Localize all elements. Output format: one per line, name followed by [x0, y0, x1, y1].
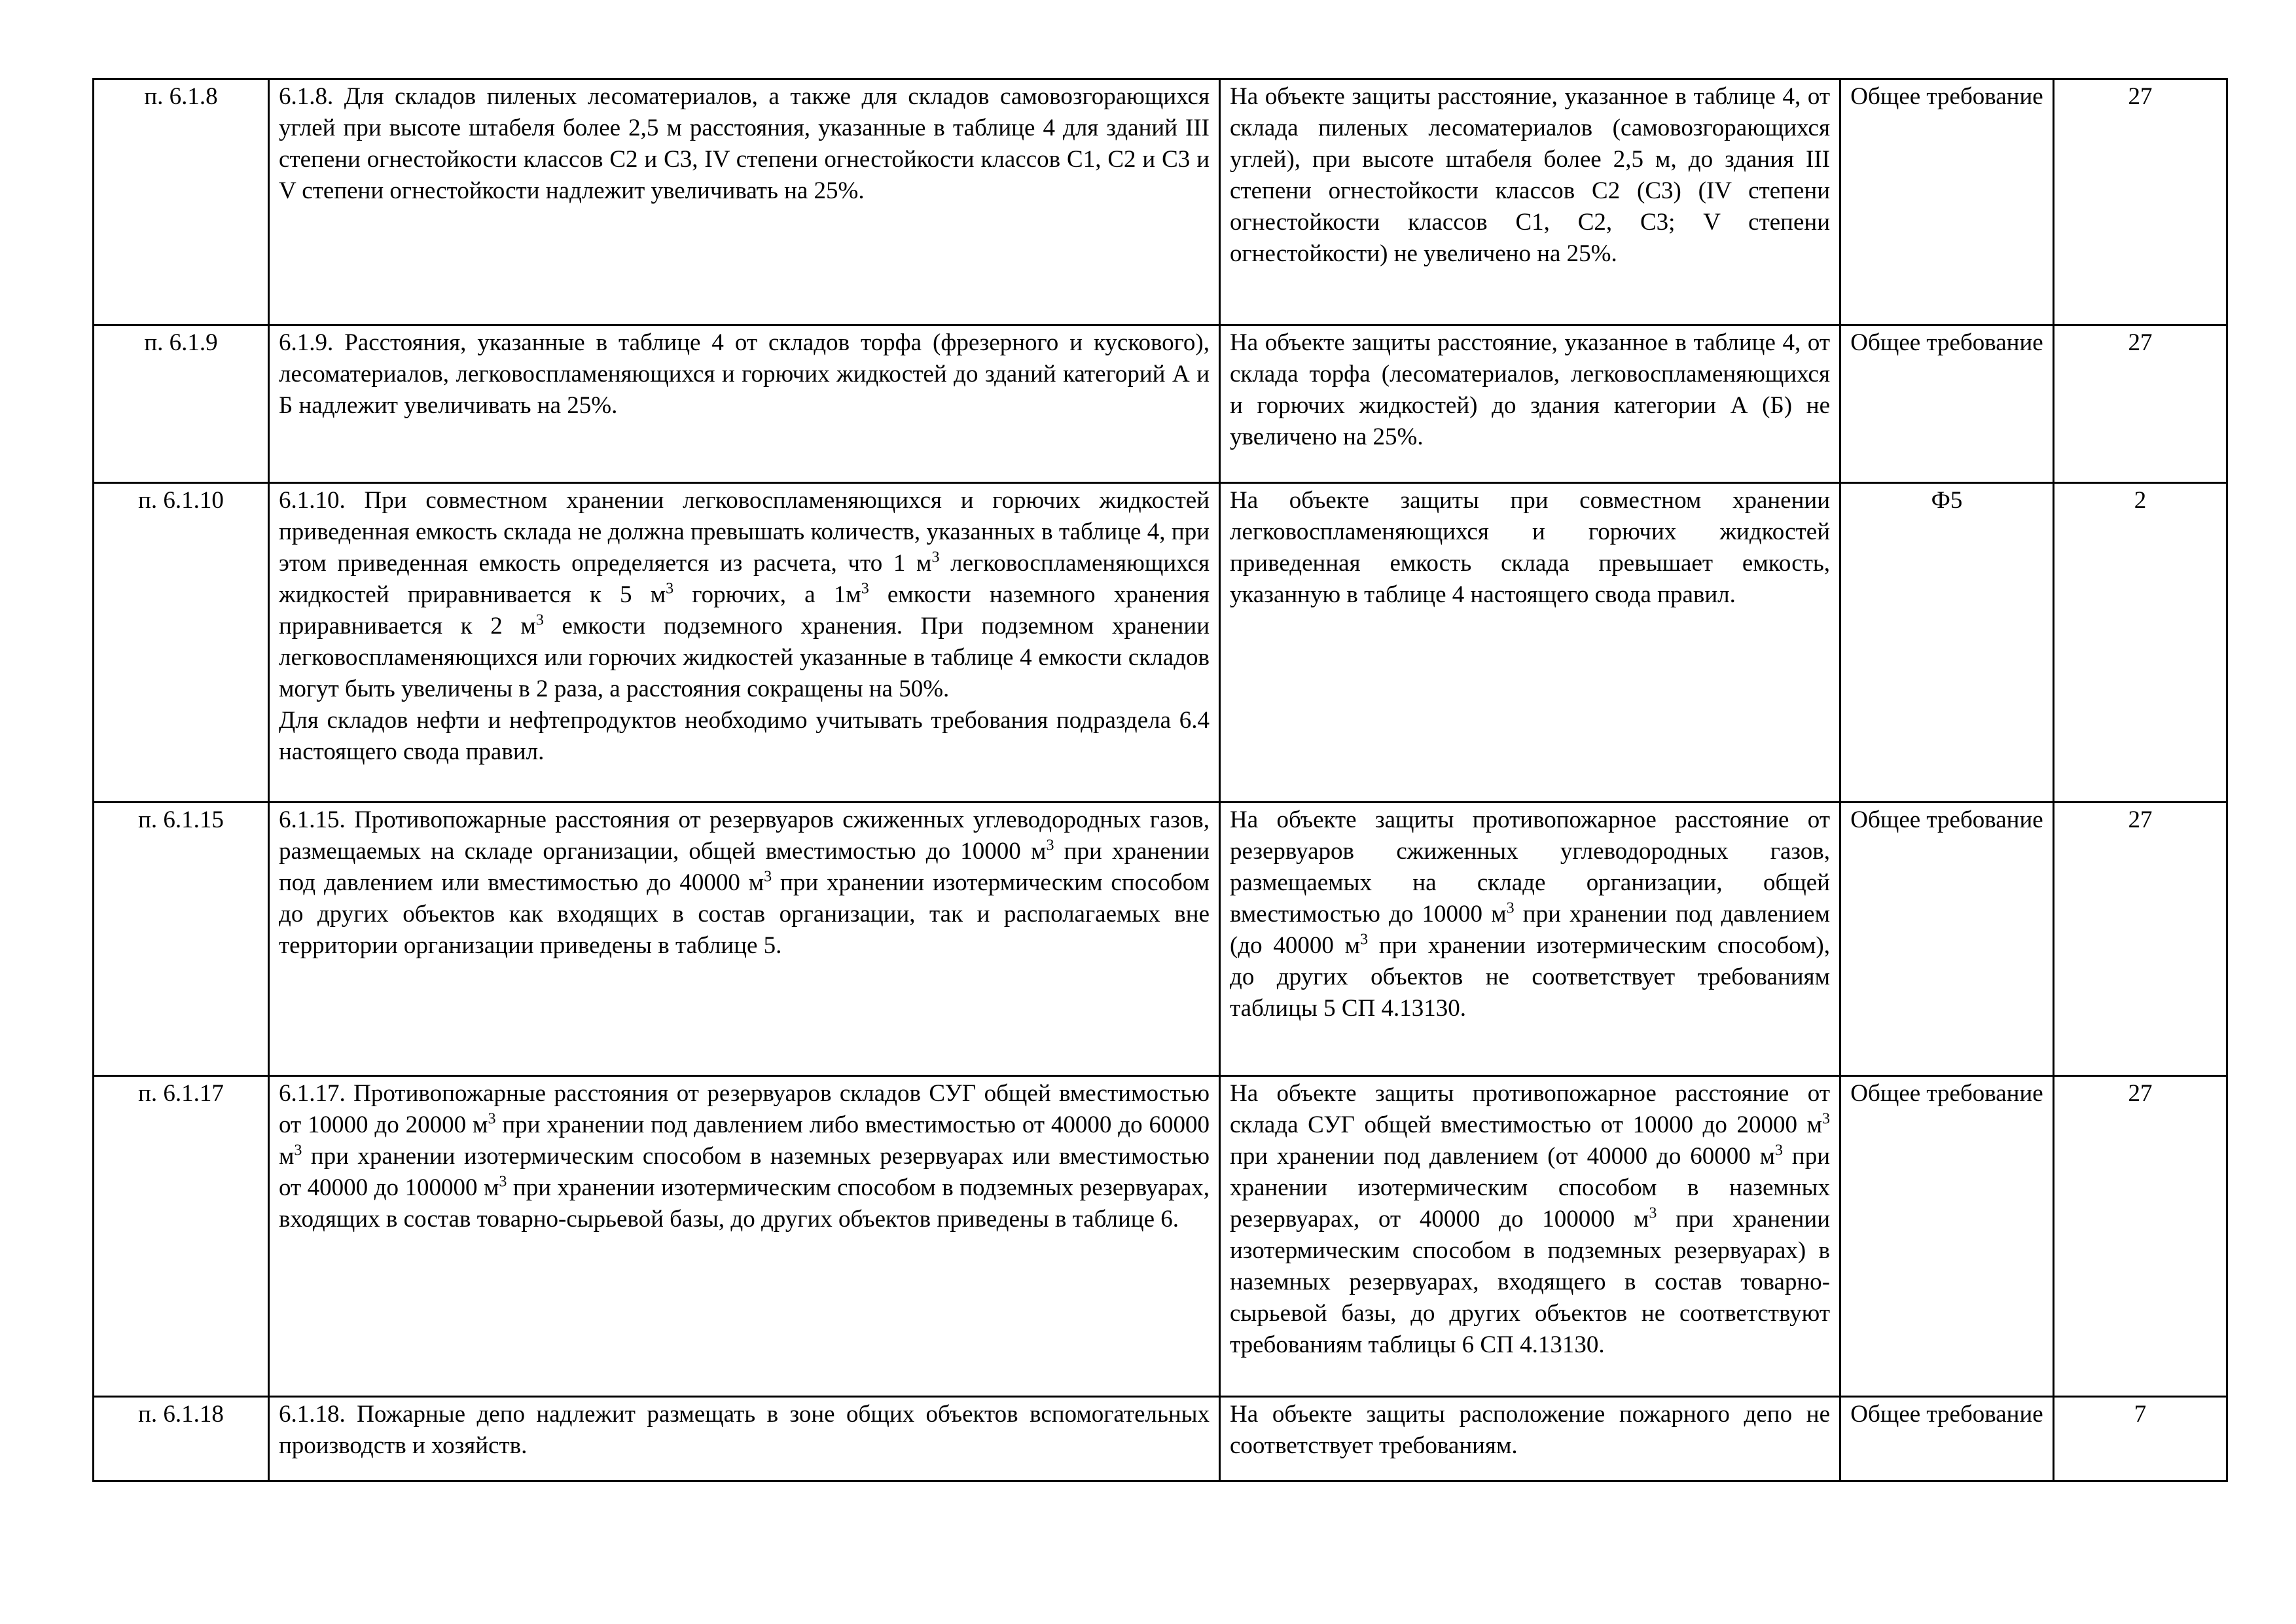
number-value: 27	[2128, 329, 2153, 356]
violation-cell	[1220, 1397, 1840, 1481]
requirements-table	[92, 78, 2228, 1482]
number-value: 7	[2134, 1401, 2147, 1428]
category-cell	[1840, 79, 2054, 325]
requirement-text: 6.1.15. Противопожарные расстояния от резервуаров сжиженных углеводородных газов, размещаемых на складе организации, общей вместимостью до 10000 $м^3$ при хранении под давлением или вместимостью до 40000 $м^3$ при хранении изотермическим способом до других объектов как входящих в состав организации, так и располагаемых вне территории организации приведены в таблице 5.	[279, 806, 1210, 959]
requirement-text-cell	[269, 1076, 1220, 1397]
clause-ref: п. 6.1.10	[138, 487, 224, 514]
number-cell	[2054, 325, 2227, 483]
table-row	[94, 325, 2227, 483]
table-row	[94, 1397, 2227, 1481]
category-cell	[1840, 803, 2054, 1076]
requirement-text: 6.1.17. Противопожарные расстояния от резервуаров складов СУГ общей вместимостью от 10000 до 20000 $м^3$ при хранении под давлением либо вместимостью от 40000 до 60000 $м^3$ при хранении изотермическим способом в наземных резервуарах или вместимостью от 40000 до 100000 $м^3$ при хранении изотермическим способом в подземных резервуарах, входящих в состав товарно-сырьевой базы, до других объектов приведены в таблице 6.	[279, 1080, 1210, 1233]
clause-ref-cell	[94, 1076, 269, 1397]
number-cell	[2054, 803, 2227, 1076]
violation-cell	[1220, 803, 1840, 1076]
clause-ref: п. 6.1.18	[138, 1401, 224, 1428]
number-cell	[2054, 79, 2227, 325]
category-text: Общее требование	[1850, 806, 2043, 833]
clause-ref-cell	[94, 79, 269, 325]
category-cell	[1840, 325, 2054, 483]
violation-text: На объекте защиты противопожарное расстояние от склада СУГ общей вместимостью от 10000 до 20000 $м^3$ при хранении под давлением (от 40000 до 60000 $м^3$ при хранении изотермическим способом в наземных резервуарах, от 40000 до 100000 $м^3$ при хранении изотермическим способом в подземных резервуарах) в наземных резервуарах, входящего в состав товарно-сырьевой базы, до других объектов не соответствуют требованиям таблицы 6 СП 4.13130.	[1230, 1080, 1830, 1358]
requirement-text: 6.1.8. Для складов пиленых лесоматериалов, а также для складов самовозгорающихся углей при высоте штабеля более 2,5 м расстояния, указанные в таблице 4 для зданий III степени огнестойкости классов С2 и С3, IV степени огнестойкости классов С1, С2 и С3 и V степени огнестойкости надлежит увеличивать на 25%.	[279, 83, 1210, 204]
requirement-text-note: Для складов нефти и нефтепродуктов необходимо учитывать требования подраздела 6.4 настоящего свода правил.	[279, 707, 1210, 765]
requirement-text-cell	[269, 1397, 1220, 1481]
number-cell	[2054, 483, 2227, 803]
violation-text: На объекте защиты при совместном хранении легковоспламеняющихся и горючих жидкостей приведенная емкость склада превышает емкость, указанную в таблице 4 настоящего свода правил.	[1230, 487, 1830, 608]
violation-text: На объекте защиты расстояние, указанное в таблице 4, от склада пиленых лесоматериалов (самовозгорающихся углей), при высоте штабеля более 2,5 м, до здания III степени огнестойкости классов С2 (С3) (IV степени огнестойкости классов С1, С2, С3; V степени огнестойкости) не увеличено на 25%.	[1230, 83, 1830, 267]
requirement-text-cell	[269, 325, 1220, 483]
requirement-text-cell	[269, 803, 1220, 1076]
category-text: Ф5	[1931, 487, 1963, 514]
number-value: 27	[2128, 806, 2153, 833]
clause-ref-cell	[94, 325, 269, 483]
clause-ref: п. 6.1.15	[138, 806, 224, 833]
clause-ref-cell	[94, 1397, 269, 1481]
number-value: 27	[2128, 1080, 2153, 1107]
table-row	[94, 79, 2227, 325]
violation-cell	[1220, 1076, 1840, 1397]
table-row	[94, 483, 2227, 803]
violation-text: На объекте защиты расположение пожарного депо не соответствует требованиям.	[1230, 1401, 1830, 1459]
violation-cell	[1220, 79, 1840, 325]
violation-cell	[1220, 483, 1840, 803]
category-text: Общее требование	[1850, 329, 2043, 356]
number-value: 27	[2128, 83, 2153, 110]
category-cell	[1840, 1076, 2054, 1397]
table-row	[94, 803, 2227, 1076]
table-row	[94, 1076, 2227, 1397]
clause-ref-cell	[94, 483, 269, 803]
violation-cell	[1220, 325, 1840, 483]
category-cell	[1840, 1397, 2054, 1481]
clause-ref-cell	[94, 803, 269, 1076]
requirement-text-cell	[269, 79, 1220, 325]
category-text: Общее требование	[1850, 83, 2043, 110]
violation-text: На объекте защиты расстояние, указанное в таблице 4, от склада торфа (лесоматериалов, легковоспламеняющихся и горючих жидкостей) до здания категории А (Б) не увеличено на 25%.	[1230, 329, 1830, 450]
number-cell	[2054, 1076, 2227, 1397]
requirement-text: 6.1.9. Расстояния, указанные в таблице 4 от складов торфа (фрезерного и кускового), лесоматериалов, легковоспламеняющихся и горючих жидкостей до зданий категорий А и Б надлежит увеличивать на 25%.	[279, 329, 1210, 419]
number-value: 2	[2134, 487, 2147, 514]
requirement-text-cell	[269, 483, 1220, 803]
category-text: Общее требование	[1850, 1401, 2043, 1428]
category-cell	[1840, 483, 2054, 803]
clause-ref: п. 6.1.17	[138, 1080, 224, 1107]
clause-ref: п. 6.1.8	[144, 83, 218, 110]
number-cell	[2054, 1397, 2227, 1481]
violation-text: На объекте защиты противопожарное расстояние от резервуаров сжиженных углеводородных газов, размещаемых на складе организации, общей вместимостью до 10000 $м^3$ при хранении под давлением (до 40000 $м^3$ при хранении изотермическим способом), до других объектов не соответствует требованиям таблицы 5 СП 4.13130.	[1230, 806, 1831, 1022]
requirement-text: 6.1.18. Пожарные депо надлежит размещать в зоне общих объектов вспомогательных производств и хозяйств.	[279, 1401, 1210, 1459]
requirement-text: 6.1.10. При совместном хранении легковоспламеняющихся и горючих жидкостей приведенная емкость склада не должна превышать количеств, указанных в таблице 4, при этом приведенная емкость определяется из расчета, что 1 $м^3$ легковоспламеняющихся жидкостей приравнивается к 5 $м^3$ горючих, а $1м^3$ емкости наземного хранения приравнивается к 2 $м^3$ емкости подземного хранения. При подземном хранении легковоспламеняющихся или горючих жидкостей указанные в таблице 4 емкости складов могут быть увеличены в 2 раза, а расстояния сокращены на 50%.	[279, 487, 1210, 702]
clause-ref: п. 6.1.9	[144, 329, 218, 356]
category-text: Общее требование	[1850, 1080, 2043, 1107]
